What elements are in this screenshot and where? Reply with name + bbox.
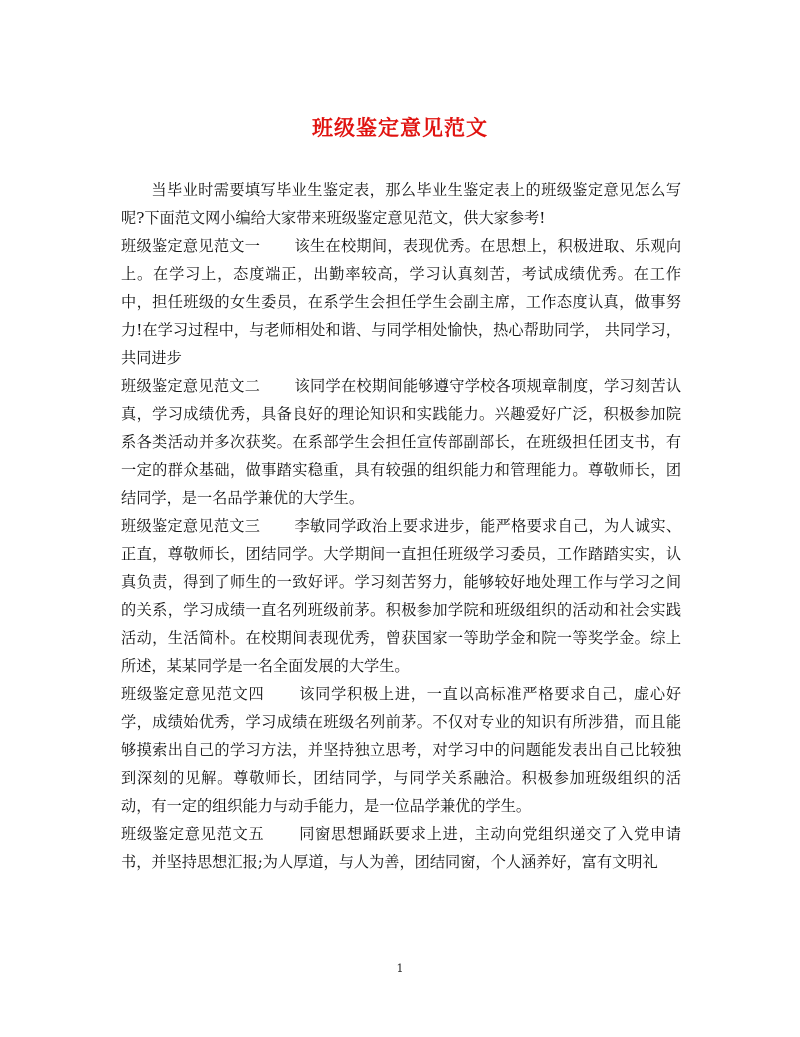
sample-paragraph-1 [121,232,681,372]
sample-text: 李敏同学政治上要求进步，能严格要求自己，为人诚实、正直，尊敬师长，团结同学。大学期间一直担任班级学习委员，工作踏踏实实，认真负责，得到了师生的一致好评。学习刻苦努力，能够较好地处理工作与学习之间的关系，学习成绩一直名列班级前茅。积极参加学院和班级组织的活动和社会实践活动，生活简朴。在校期间表现优秀，曾获国家一等助学金和院一等奖学金。综上所述，某某同学是一名全面发展的大学生。 [121,517,682,675]
sample-paragraph-3 [121,512,681,680]
sample-heading: 班级鉴定意见范文一 [121,237,261,255]
sample-paragraph-2 [121,372,681,512]
page-number: 1 [396,962,404,975]
intro-paragraph: 当毕业时需要填写毕业生鉴定表，那么毕业生鉴定表上的班级鉴定意见怎么写呢?下面范文网小编给大家带来班级鉴定意见范文，供大家参考! [121,181,681,227]
sample-heading: 班级鉴定意见范文二 [121,377,261,395]
sample-heading: 班级鉴定意见范文五 [121,825,265,843]
sample-heading: 班级鉴定意见范文四 [121,685,265,703]
document-title: 班级鉴定意见范文 [312,115,488,140]
sample-text: 该生在校期间，表现优秀。在思想上，积极进取、乐观向上。在学习上，态度端正，出勤率较高，学习认真刻苦，考试成绩优秀。在工作中，担任班级的女生委员，在系学生会担任学生会副主席，工作态度认真，做事努力!在学习过程中，与老师相处和谐、与同学相处愉快，热心帮助同学， 共同学习，共同进步 [121,237,682,367]
sample-paragraph-4 [121,680,681,820]
sample-text: 该同学在校期间能够遵守学校各项规章制度，学习刻苦认真，学习成绩优秀，具备良好的理论知识和实践能力。兴趣爱好广泛，积极参加院系各类活动并多次获奖。在系部学生会担任宣传部副部长，在班级担任团支书，有一定的群众基础，做事踏实稳重，具有较强的组织能力和管理能力。尊敬师长，团结同学，是一名品学兼优的大学生。 [121,377,682,507]
document-body [121,176,681,876]
sample-heading: 班级鉴定意见范文三 [121,517,261,535]
sample-text: 该同学积极上进，一直以高标准严格要求自己，虚心好学，成绩始优秀，学习成绩在班级名列前茅。不仅对专业的知识有所涉猎，而且能够摸索出自己的学习方法，并坚持独立思考，对学习中的问题能发表出自己比较独到深刻的见解。尊敬师长，团结同学，与同学关系融洽。积极参加班级组织的活动，有一定的组织能力与动手能力，是一位品学兼优的学生。 [121,685,682,815]
sample-text: 同窗思想踊跃要求上进，主动向党组织递交了入党申请书，并坚持思想汇报;为人厚道，与人为善，团结同窗，个人涵养好，富有文明礼 [121,825,682,871]
sample-paragraph-5 [121,820,681,876]
